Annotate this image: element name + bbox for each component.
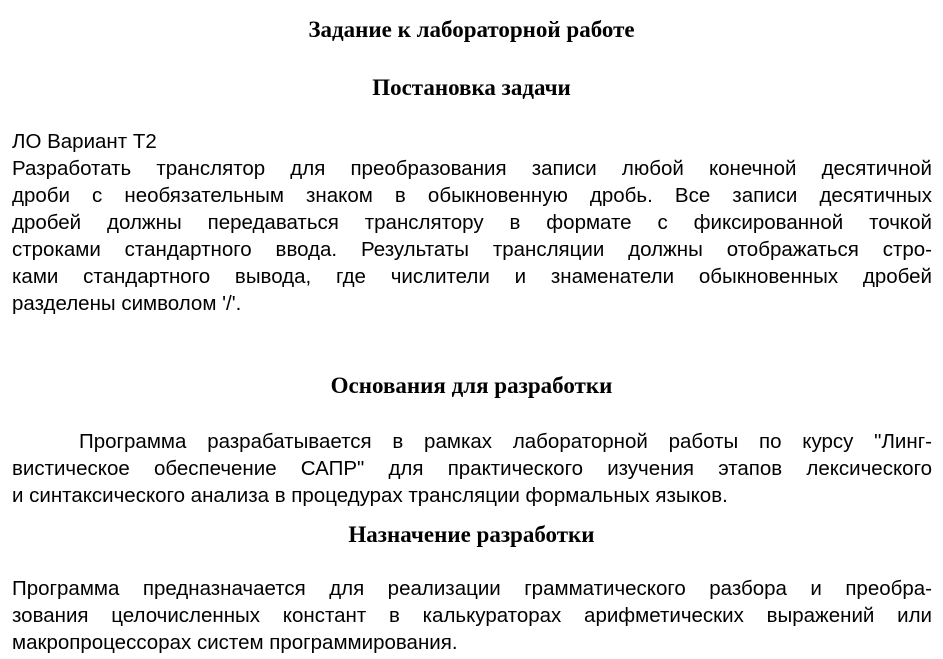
purpose-line: зования целочисленных констант в калькураторах арифметических выражений или xyxy=(12,604,932,627)
problem-paragraph xyxy=(12,128,932,317)
basis-paragraph xyxy=(12,428,932,509)
basis-line: вистическое обеспечение САПР" для практического изучения этапов лексического xyxy=(12,457,932,480)
basis-line: и синтаксического анализа в процедурах трансляции формальных языков. xyxy=(12,484,728,507)
section-heading-purpose: Назначение разработки xyxy=(348,522,595,547)
purpose-line: Программа предназначается для реализации грамматического разбора и преобра- xyxy=(12,577,932,600)
problem-line: разделены символом '/'. xyxy=(12,292,242,315)
problem-line: строками стандартного ввода. Результаты трансляции должны отображаться стро- xyxy=(12,238,932,261)
document-title: Задание к лабораторной работе xyxy=(308,17,635,42)
problem-line: Разработать транслятор для преобразования записи любой конечной десятичной xyxy=(12,157,932,180)
problem-line: дроби с необязательным знаком в обыкновенную дробь. Все записи десятичных xyxy=(12,184,932,207)
section-heading-problem: Постановка задачи xyxy=(372,75,571,100)
section-heading-basis: Основания для разработки xyxy=(330,373,613,398)
problem-line: ками стандартного вывода, где числители и знаменатели обыкновенных дробей xyxy=(12,265,932,288)
purpose-line: макропроцессорах систем программирования. xyxy=(12,631,458,654)
purpose-paragraph xyxy=(12,575,932,656)
basis-line: Программа разрабатывается в рамках лабораторной работы по курсу "Линг- xyxy=(79,430,932,453)
variant-label: ЛО Вариант Т2 xyxy=(12,130,157,153)
problem-line: дробей должны передаваться транслятору в формате с фиксированной точкой xyxy=(12,211,932,234)
